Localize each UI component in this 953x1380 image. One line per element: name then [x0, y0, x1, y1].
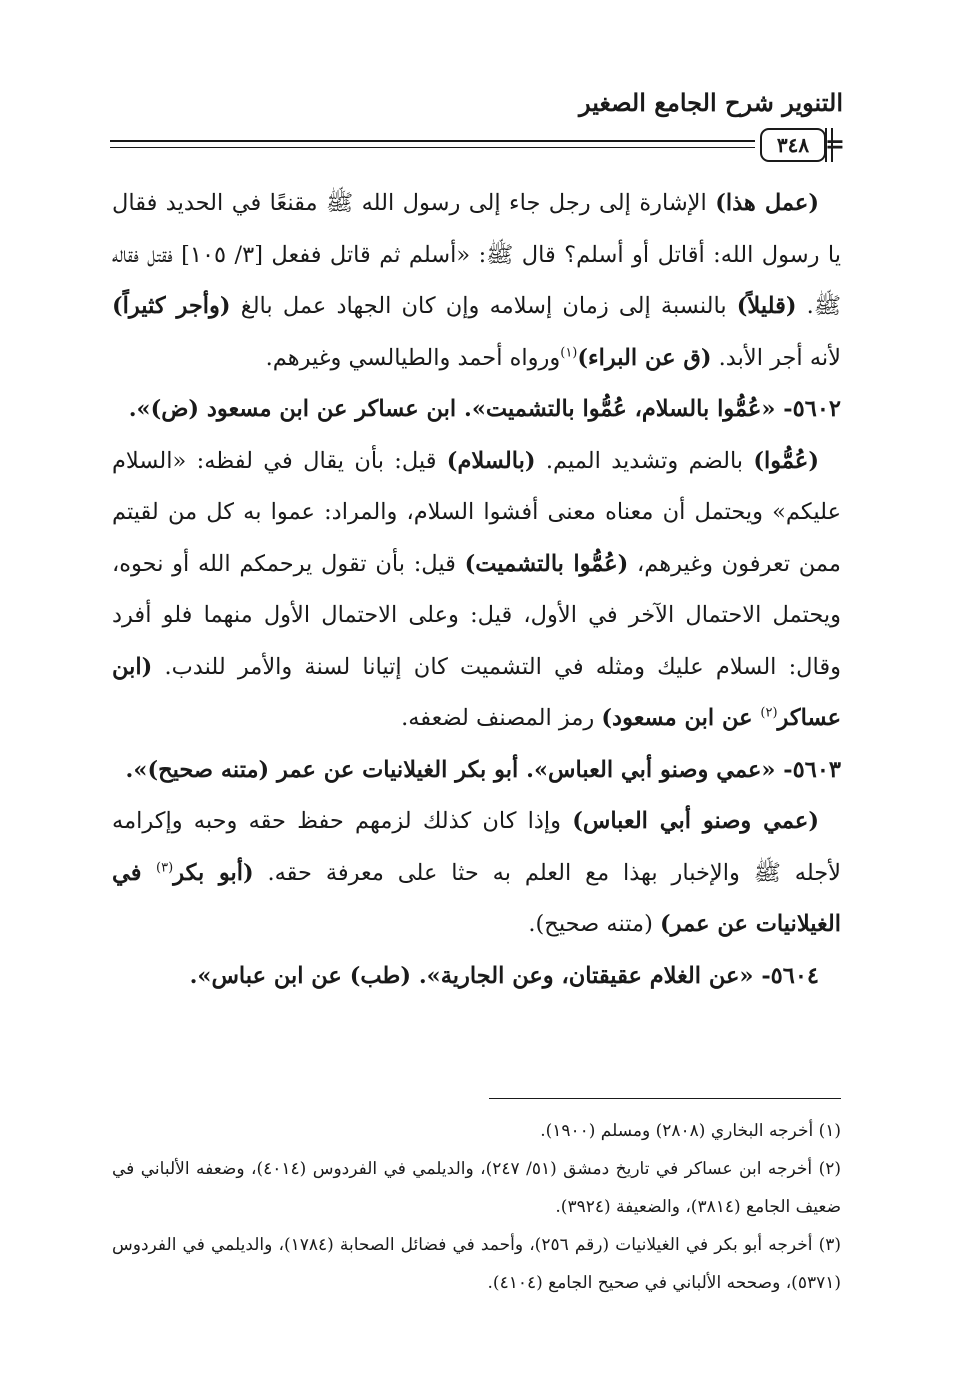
header-rule-thick	[110, 140, 755, 142]
source-reference: (ق عن البراء)	[577, 344, 712, 371]
keyword: (عُمُّوا)	[753, 447, 820, 474]
footnote-marker[interactable]: (٣)	[156, 860, 174, 875]
commentary-text: الإشارة إلى رجل جاء إلى رسول الله ﷺ مقنعًا في الحديد فقال يا رسول الله: أقاتل أو أسلم؟ قال ﷺ: «أسلم ثم قاتل ففعل [٣/ ١٠٥] فقتل فقاله ﷺ.	[112, 190, 842, 319]
footnote-1: (١) أخرجه البخاري (٢٨٠٨) ومسلم (١٩٠٠).	[540, 1121, 841, 1141]
hadith-entry-5602: ٥٦٠٢- «عُمُّوا بالسلام، عُمُّوا بالتشميت». ابن عساكر عن ابن مسعود (ض)».	[128, 396, 841, 422]
source-reference: (ابن عساكر	[112, 653, 841, 731]
commentary-paragraph-3	[112, 796, 841, 951]
hadith-entry-5604: ٥٦٠٤- «عن الغلام عقيقتان، وعن الجارية». (طب) عن ابن عباس».	[189, 962, 819, 989]
header-rule-thin	[110, 147, 755, 148]
footnote-3: (٣) أخرجه أبو بكر في الغيلانيات (رقم ٢٥٦)، وأحمد في فضائل الصحابة (١٧٨٤)، والديلمي في الفردوس (٥٣٧١)، وصححه الألباني في صحيح الجامع (٤١٠٤).	[112, 1235, 842, 1293]
footnote-marker[interactable]: (٢)	[760, 705, 778, 721]
footnote-2: (٢) أخرجه ابن عساكر في تاريخ دمشق (٥١/ ٢٤٧)، والديلمي في الفردوس (٤٠١٤)، وضعفه الألباني في ضعيف الجامع (٣٨١٤)، والضعيفة (٣٩٢٤).	[112, 1159, 841, 1217]
commentary-paragraph-2	[112, 436, 841, 745]
page-number: ٣٤٨	[760, 128, 826, 162]
commentary-text: رمز المصنف لضعفه.	[401, 705, 602, 731]
keyword: (قليلاً)	[736, 293, 797, 319]
keyword: (عُمُّوا بالتشميت)	[464, 550, 629, 577]
commentary-text: بالضم وتشديد الميم.	[535, 447, 754, 474]
commentary-text: قيل: بأن تقول يرحمكم الله أو نحوه، ويحتمل الاحتمال الآخر في الأول، قيل: وعلى الاحتمال الأول منهما فلو أفرد وقال: السلام عليك ومثله في التشميت كان إتيانا لسنة والأمر للندب.	[112, 550, 841, 680]
header-ornament: =	[824, 129, 845, 158]
commentary-text: وإذا كان كذلك لزمهم حفظ حقه وحبه وإكرامه لأجله ﷺ والإخبار بهذا مع العلم به حثا على معرفة حقه.	[112, 808, 842, 886]
source-reference: عن ابن مسعود)	[601, 705, 761, 731]
keyword: (عمي وصنو أبي العباس)	[572, 808, 819, 834]
commentary-text: (متنه صحيح).	[528, 911, 661, 937]
keyword: (وأجر كثيراً)	[112, 293, 231, 319]
commentary-text: لأنه أجر الأبد.	[711, 344, 841, 371]
main-text	[112, 178, 841, 1002]
source-reference: (أبو بكر	[173, 859, 254, 886]
running-title: التنوير شرح الجامع الصغير	[579, 88, 843, 117]
hadith-entry-5603: ٥٦٠٣- «عمي وصنو أبي العباس». أبو بكر الغيلانيات عن عمر (متنه صحيح)».	[125, 756, 841, 783]
footnotes	[112, 1112, 841, 1302]
commentary-text: بالنسبة إلى زمان إسلامه وإن كان الجهاد عمل بالغ	[230, 293, 737, 319]
commentary-paragraph-1	[112, 178, 841, 384]
footnote-marker[interactable]: (١)	[560, 345, 578, 360]
commentary-text: قيل: بأن يقال في لفظه: «السلام عليكم» ويحتمل أن معناه معنى أفشوا السلام، والمراد: عموا به كل من لقيتم ممن تعرفون وغيرهم،	[112, 447, 841, 577]
footnote-separator	[489, 1098, 841, 1099]
commentary-text: ورواه أحمد والطيالسي وغيرهم.	[265, 344, 561, 371]
keyword: (بالسلام)	[446, 447, 536, 474]
keyword: (عمل هذا)	[715, 190, 819, 216]
source-reference: في الغيلانيات عن عمر)	[112, 859, 841, 937]
